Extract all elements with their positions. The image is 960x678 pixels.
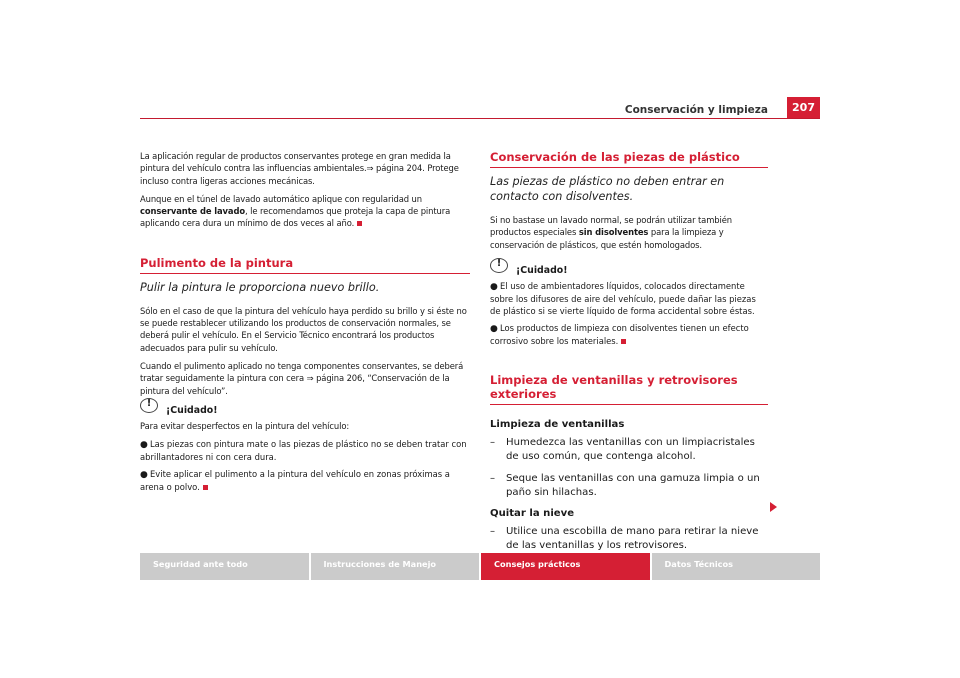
plastico-paragraph [490, 214, 768, 251]
tab-consejos[interactable]: Consejos prácticos [481, 553, 650, 580]
subhead-limpieza-ventanillas: Limpieza de ventanillas [490, 419, 625, 431]
right-column [490, 150, 768, 561]
bullet-text: Las piezas con pintura mate o las piezas de plástico no se deben tratar con abrillantadores ni con cera dura. [140, 439, 467, 463]
list-item [140, 438, 470, 464]
section-title-pulimento: Pulimento de la pintura [140, 256, 470, 274]
bullet-icon: ● [140, 440, 148, 451]
list-item [490, 322, 768, 348]
section-subtitle-pulimento: Pulir la pintura le proporciona nuevo brillo. [140, 280, 380, 294]
intro-p2-bold: conservante de lavado [140, 206, 246, 217]
end-mark-icon [357, 221, 362, 226]
page-number: 207 [787, 97, 820, 118]
bullet-icon: ● [490, 281, 498, 292]
bullet-text: Evite aplicar el pulimento a la pintura del vehículo en zonas próximas a arena o polvo. [140, 468, 450, 493]
intro-paragraph-2 [140, 193, 470, 230]
bullet-icon: ● [490, 323, 498, 334]
left-column [140, 150, 470, 497]
intro-paragraph-1: La aplicación regular de productos conservantes protege en gran medida la pintura del vehículo contra las influencias ambientales.⇒ página 204. Protege incluso contra ligeras acciones mecánicas. [140, 151, 459, 186]
bullet-text: El uso de ambientadores líquidos, colocados directamente sobre los difusores de aire del vehículo, puede dañar las piezas de plástico si se vierte líquido de forma accidental sobre éstas. [490, 280, 756, 317]
dash-marker: – [490, 526, 496, 538]
page-header-title: Conservación y limpieza [624, 104, 768, 116]
intro-p2-start: Aunque en el túnel de lavado automático aplique con regularidad un [140, 193, 422, 204]
tab-seguridad[interactable]: Seguridad ante todo [140, 553, 309, 580]
dash-text: Humedezca las ventanillas con un limpiacristales de uso común, que contenga alcohol. [506, 437, 755, 463]
tab-instrucciones[interactable]: Instrucciones de Manejo [311, 553, 480, 580]
subhead-quitar-nieve: Quitar la nieve [490, 508, 575, 520]
list-item [490, 472, 768, 500]
caution-label: ¡Cuidado! [516, 264, 568, 276]
warning-icon [490, 258, 508, 273]
dash-marker: – [490, 473, 496, 485]
section-title-plastico: Conservación de las piezas de plástico [490, 150, 768, 168]
plastico-p-bold: sin disolventes [578, 227, 649, 238]
list-item [490, 280, 768, 318]
caution-block [140, 405, 470, 416]
bullet-icon: ● [140, 469, 148, 480]
pulimento-paragraph-1: Sólo en el caso de que la pintura del vehículo haya perdido su brillo y si éste no se puede restablecer utilizando los productos de conservación normales, se deberá pulir el vehículo. En el Servicio Técnico encontrará los productos adecuados para pulir su vehículo. [140, 305, 467, 353]
pulimento-paragraph-2: Cuando el pulimento aplicado no tenga componentes conservantes, se deberá tratar seguidamente la pintura con cera ⇒ página 206, “Conservación de la pintura del vehículo”. [140, 360, 464, 396]
footer-nav [140, 553, 820, 580]
header-rule [140, 118, 820, 119]
dash-marker: – [490, 437, 496, 449]
caution-label: ¡Cuidado! [166, 404, 218, 416]
bullet-text: Los productos de limpieza con disolventes tienen un efecto corrosivo sobre los materiales. [490, 322, 749, 347]
list-item [140, 468, 470, 494]
caution-intro: Para evitar desperfectos en la pintura del vehículo: [140, 420, 350, 431]
intro-p2-end: , le recomendamos que proteja la capa de pintura aplicando cera dura un mínimo de dos veces al año. [140, 206, 451, 229]
caution-block [490, 265, 768, 276]
plastico-p-start: Si no bastase un lavado normal, se podrán utilizar también productos especiales [490, 215, 732, 238]
list-item [490, 525, 768, 553]
section-title-ventanillas: Limpieza de ventanillas y retrovisores exteriores [490, 373, 768, 405]
warning-icon [140, 398, 158, 413]
end-mark-icon [203, 485, 208, 490]
list-item [490, 436, 768, 464]
tab-datos-tecnicos[interactable]: Datos Técnicos [652, 553, 821, 580]
end-mark-icon [621, 339, 626, 344]
next-page-arrow-icon[interactable] [770, 502, 777, 512]
dash-text: Utilice una escobilla de mano para retirar la nieve de las ventanillas y los retrovisores. [506, 526, 759, 552]
dash-text: Seque las ventanillas con una gamuza limpia o un paño sin hilachas. [506, 473, 760, 499]
section-subtitle-plastico: Las piezas de plástico no deben entrar en contacto con disolventes. [490, 175, 725, 203]
plastico-p-end: para la limpieza y conservación de plásticos, que estén homologados. [490, 227, 724, 250]
